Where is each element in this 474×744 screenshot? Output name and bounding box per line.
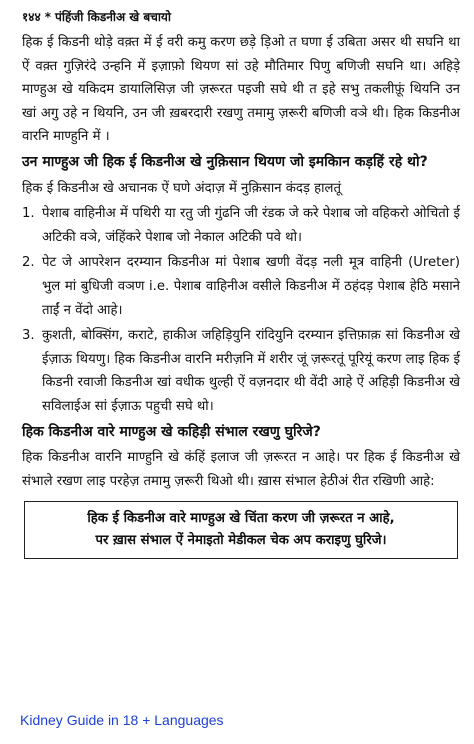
list-item-text: पेशाब वाहिनीअ में पथिरी या रतु जी गुंढनि जी रंडक जे करे पेशाब जो वहिकरो ओचितो ई अटिकी वञे, जंहिंकरे पेशाब जो नेकाल अटिकी पवे थो। xyxy=(42,206,460,245)
page-number: १४४ xyxy=(22,10,41,24)
list-item-text: पेट जे आपरेशन दरम्यान किडनीअ मां पेशाब खणी वेंदड़ नली मूत्र वाहिनी (Ureter) भुल मां बुधिजी वञण i.e. पेशाब वाहिनीअ वसीले किडनीअ में ठहंदड़ पेशाब हेठि मसाने ताईं न वेंदो आहे। xyxy=(42,255,460,318)
list-item xyxy=(22,324,460,418)
care-paragraph: हिक किडनीअ वारनि माण्हुनि खे कंहिं इलाज जी ज़रूरत न आहे। पर हिक ई किडनीअ खे संभाले रखण लाइ परहेज़ तमामु ज़रूरी थिओ थी। ख़ास संभाल हेठीअं रीत रखिणी आहे: xyxy=(22,450,460,489)
causes-list xyxy=(22,202,460,418)
list-item-number: 3. xyxy=(22,328,35,344)
highlight-box xyxy=(24,501,458,559)
list-item xyxy=(22,251,460,322)
intro-paragraph: हिक ई किडनी थोड़े वक़्त में ई वरी कमु करण छड़े ड़िओ त घणा ई उबिता असर थी सघनि था ऐं वक़्त गुज़िरंदे उन्हनि में इज़ाफ़ो थियण सां उहे मौतिमार पिणु बणिजी सघनि था। अहिड़े माण्हुअ खे यकिदम डायालिसिज़ जी ज़रूरत पइजी सघे थी त इहे सभु तकलीफ़ूं थियनि उन खां अगु उहे न थियनि, उन जी ख़बरदारी रखणु तमामु ज़रूरी बणिजी वञे थी। हिक किडनीअ वारनि माण्हुनि में । xyxy=(22,35,460,145)
list-item-number: 2. xyxy=(22,255,35,271)
causes-intro-paragraph: हिक ई किडनीअ खे अचानक ऐं घणे अंदाज़ में नुक़िसान कंदड़ हालतूं xyxy=(22,180,341,196)
book-title: पंहिंजी किडनीअ खे बचायो xyxy=(55,10,172,24)
footer-link[interactable]: Kidney Guide in 18 + Languages xyxy=(20,712,224,728)
list-item xyxy=(22,202,460,249)
header-separator: * xyxy=(44,9,52,24)
risk-heading: उन माण्हुअ जी हिक ई किडनीअ खे नुक़िसान थियण जो इमकिान कड़हिं रहे थो? xyxy=(22,153,428,170)
list-item-number: 1. xyxy=(22,206,35,222)
highlight-line-1: हिक ई किडनीअ वारे माण्हुअ खे चिंता करण जी ज़रूरत न आहे, xyxy=(87,511,395,527)
care-heading: हिक किडनीअ वारे माण्हुअ खे कहिड़ी संभाल रखणु घुरिजे? xyxy=(22,423,321,440)
list-item-text: कुशती, बोक्सिंग, कराटे, हाकीअ जहिड़ियुनि रांदियुनि दरम्यान इत्तिफ़ाक़ सां किडनीअ खे ईज़ाऊ थियणु। हिक किडनीअ वारनि मरीज़नि में शरीर जूं ज़रूरतूं पूरियूं करण लाइ हिक ई किडनी रवाजी किडनीअ खां वधीक थुल्ही ऐं वज़नदार थी वेंदी आहे ऐं अहिड़ी किडनीअ खे सविलाईअ सां ईज़ाऊ पहुची सघे थो। xyxy=(42,328,460,414)
highlight-line-2: पर ख़ास संभाल ऐं नेमाइतो मेडीकल चेक अप कराइणु घुरिजे। xyxy=(95,533,387,549)
page-header xyxy=(22,8,460,25)
